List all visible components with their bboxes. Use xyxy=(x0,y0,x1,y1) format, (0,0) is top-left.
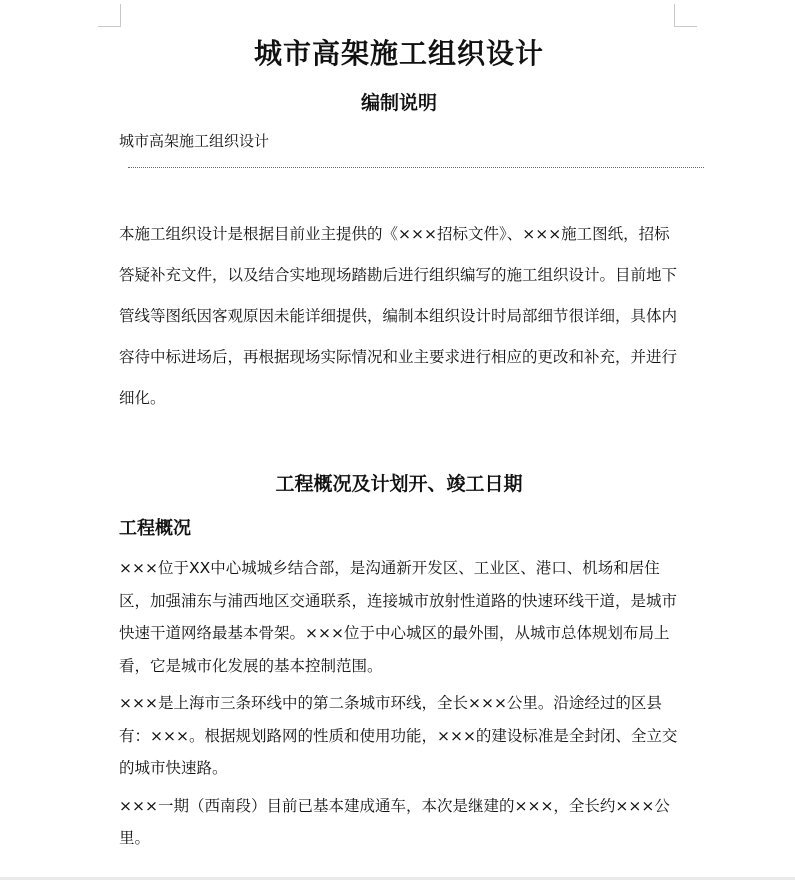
document-header-line: 城市高架施工组织设计 xyxy=(119,132,270,150)
page-corner-mark-right xyxy=(674,4,697,27)
sub-heading: 工程概况 xyxy=(119,518,191,539)
intro-paragraph: 本施工组织设计是根据目前业主提供的《×××招标文件》、×××施工图纸，招标答疑补充文件，以及结合实地现场踏勘后进行组织编写的施工组织设计。目前地下管线等图纸因客观原因未能详细提供，编制本组织设计时局部细节很详细，具体内容待中标进场后，再根据现场实际情况和业主要求进行相应的更改和补充，并进行细化。 xyxy=(119,225,678,407)
document-page xyxy=(119,36,679,855)
document-subtitle: 编制说明 xyxy=(360,92,437,114)
body-paragraph: ×××一期（西南段）目前已基本建成通车，本次是继建的×××，全长约×××公里。 xyxy=(119,796,670,847)
body-paragraph: ×××位于XX中心城城乡结合部，是沟通新开发区、工业区、港口、机场和居住区，加强浦东与浦西地区交通联系，连接城市放射性道路的快速环线干道，是城市快速干道网络最基本骨架。×××位于中心城区的最外围，从城市总体规划布局上看，它是城市化发展的基本控制范围。 xyxy=(119,559,678,675)
section-heading: 工程概况及计划开、竣工日期 xyxy=(275,473,523,495)
body-paragraph: ×××是上海市三条环线中的第二条城市环线，全长×××公里。沿途经过的区县有：×××。根据规划路网的性质和使用功能，×××的建设标准是全封闭、全立交的城市快速路。 xyxy=(119,694,678,777)
document-title: 城市高架施工组织设计 xyxy=(253,37,544,70)
dotted-divider xyxy=(128,167,704,168)
page-corner-mark-left xyxy=(98,4,121,27)
